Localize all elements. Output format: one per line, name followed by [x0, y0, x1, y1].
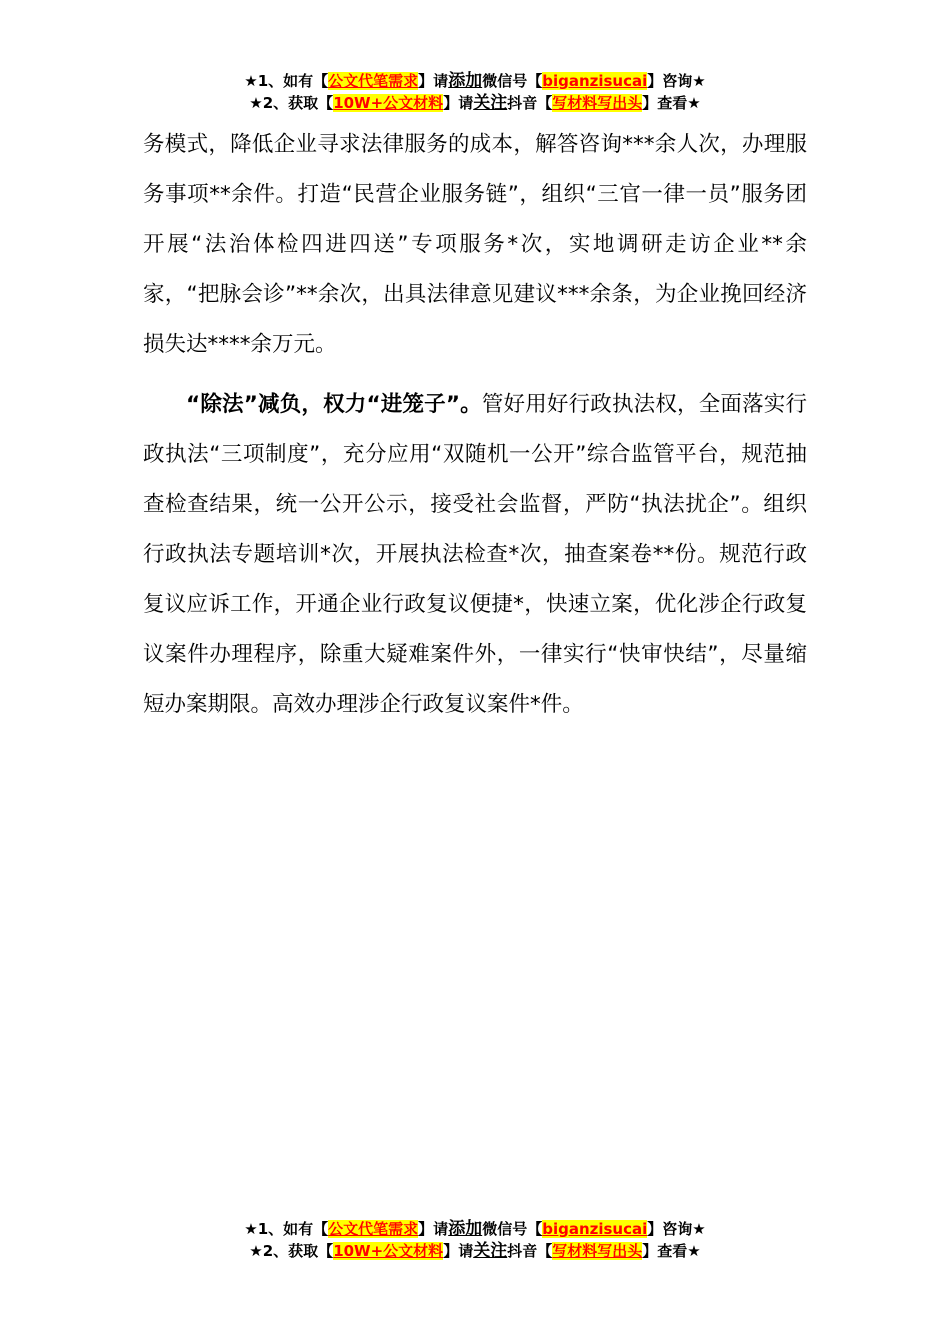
- header-materials-highlight: 10W+公文材料: [333, 94, 444, 112]
- header-line-2-text-2: 抖音【: [507, 94, 553, 112]
- header-line-2-suffix: 】查看★: [642, 94, 701, 112]
- header-wechat-id: biganzisucai: [542, 72, 648, 90]
- footer-line-2: [0, 1240, 950, 1262]
- footer-line-1: [0, 1218, 950, 1240]
- paragraph-2-lead: “除法”减负，权力“进笼子”。: [186, 392, 482, 417]
- header-douyin-account: 写材料写出头: [552, 94, 643, 112]
- footer-service-highlight: 公文代笔需求: [328, 1220, 419, 1238]
- footer-line-2-prefix: ★2、获取【: [249, 1242, 334, 1260]
- footer-line-2-suffix: 】查看★: [642, 1242, 701, 1260]
- footer-follow-emphasis: 关注: [473, 1241, 508, 1261]
- header-line-1: [0, 70, 950, 92]
- header-line-1-prefix: ★1、如有【: [244, 72, 329, 90]
- footer-line-2-text-2: 抖音【: [507, 1242, 553, 1260]
- footer-add-emphasis: 添加: [448, 1219, 483, 1239]
- footer-douyin-account: 写材料写出头: [552, 1242, 643, 1260]
- document-body: [143, 120, 807, 730]
- footer-materials-highlight: 10W+公文材料: [333, 1242, 444, 1260]
- footer-line-1-prefix: ★1、如有【: [244, 1220, 329, 1238]
- footer-line-1-text: 】请: [418, 1220, 449, 1238]
- footer-line-2-text: 】请: [443, 1242, 474, 1260]
- footer-line-1-text-2: 微信号【: [482, 1220, 543, 1238]
- footer-banner: [0, 1218, 950, 1262]
- header-line-2: [0, 92, 950, 114]
- paragraph-2: [143, 380, 807, 730]
- header-line-2-text: 】请: [443, 94, 474, 112]
- paragraph-2-body: 管好用好行政执法权，全面落实行政执法“三项制度”，充分应用“双随机一公开”综合监管平台，规范抽查检查结果，统一公开公示，接受社会监督，严防“执法扰企”。组织行政执法专题培训*次，开展执法检查*次，抽查案卷**份。规范行政复议应诉工作，开通企业行政复议便捷*，快速立案，优化涉企行政复议案件办理程序，除重大疑难案件外，一律实行“快审快结”，尽量缩短办案期限。高效办理涉企行政复议案件*件。: [143, 392, 807, 717]
- header-line-2-prefix: ★2、获取【: [249, 94, 334, 112]
- header-banner: [0, 70, 950, 114]
- header-line-1-text: 】请: [418, 72, 449, 90]
- paragraph-1: 务模式，降低企业寻求法律服务的成本，解答咨询***余人次，办理服务事项**余件。打造“民营企业服务链”，组织“三官一律一员”服务团开展“法治体检四进四送”专项服务*次，实地调研走访企业**余家，“把脉会诊”**余次，出具法律意见建议***余条，为企业挽回经济损失达****余万元。: [143, 132, 807, 357]
- header-add-emphasis: 添加: [448, 71, 483, 91]
- header-follow-emphasis: 关注: [473, 93, 508, 113]
- footer-line-1-suffix: 】咨询★: [647, 1220, 706, 1238]
- header-line-1-text-2: 微信号【: [482, 72, 543, 90]
- header-service-highlight: 公文代笔需求: [328, 72, 419, 90]
- header-line-1-suffix: 】咨询★: [647, 72, 706, 90]
- footer-wechat-id: biganzisucai: [542, 1220, 648, 1238]
